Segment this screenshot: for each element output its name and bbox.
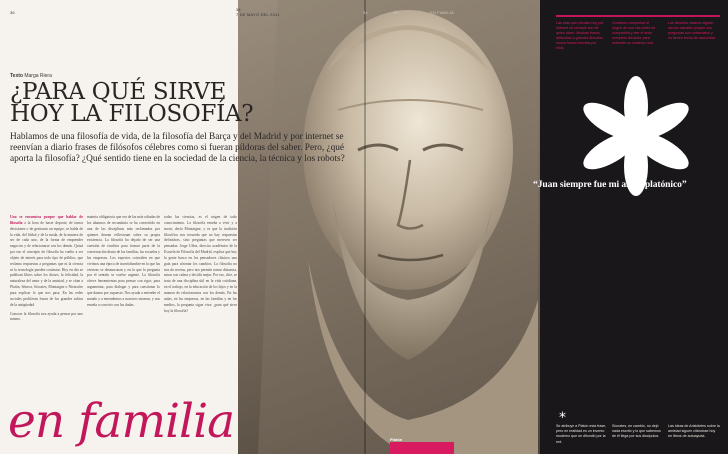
body-text-1-tail: Conocer la filosofía nos ayuda a pensar por uno mismo.	[10, 311, 83, 322]
small-asterisk-icon: *	[559, 410, 566, 426]
credit-label: Texto	[10, 73, 23, 79]
body-text-1: a la hora de hacer deporte, de tomar decisiones o de gestionar un equipo, se habla de la vida, del fútbol y de la moda, de la manera de ser de cada uno, de la forma de emprender negocios y de relacionarse con los demás. Quizá por eso el concepto de filosofía ha vuelto a ser objeto de interés para todo tipo de público, que reclama respuestas a preguntas que ni la ciencia ni la tecnología pueden contestar. Hoy en día se publican libros sobre los dioses, la felicidad, la naturaleza del amor y de la amistad, y se citan a Platón, Séneca, Sócrates, Montaigne o Nietzsche para explicar lo que nos pasa. En las redes sociales proliferan frases de los grandes sabios de la antigüedad.	[10, 220, 83, 307]
bottom-note-3: Las ideas de Aristóteles sobre la amistad siguen citándose hoy en libros de autoayuda.	[668, 424, 720, 439]
pull-quote: “Juan siempre fue mi amor platónico”	[533, 179, 687, 190]
body-column-3: todas las ciencias, es el origen de todo conocimiento. La filosofía enseña a vivir y a morir, decía Montaigne, y es que la tradición filosófica nos recuerda que no hay respuestas definitivas, sino preguntas que merecen ser pensadas. Jorge Ulloa, director académico de la Escuela de Filosofía del Madrid, explica que hoy la gente busca en los pensadores clásicos una guía para afrontar los cambios. La filosofía no nos da recetas, pero nos permite tomar distancia, mirar con calma y decidir mejor. Por eso, dice, se trata de una disciplina útil en la vida cotidiana, en el trabajo, en la educación de los hijos y en la manera de relacionarnos con los demás. En las aulas, en las empresas, en las familias y en los medios, la pregunta sigue viva: ¿para qué sirve hoy la filosofía?	[164, 215, 237, 313]
right-page	[540, 0, 728, 454]
caption-color-bar	[390, 442, 454, 454]
article-deck: Hablamos de una filosofía de vida, de la filosofía del Barça y del Madrid y por internet se reenvían a diario frases de filósofos célebres como si fueran píldoras del saber. Pero, ¿qué aporta la filosofía? ¿Qué sentido tiene en la sociedad de la ciencia, la técnica y los robots?	[10, 132, 345, 165]
body-column-2: materia obligatoria que era de las más odiadas de los alumnos de secundaria se ha convertido en una de las disciplinas más reclamadas por quienes desean reflexionar sobre su propia existencia. La filosofía ha dejado de ser una cuestión de eruditos para formar parte de la conversación diaria de las familias, las escuelas y las empresas. Los expertos coinciden en que vivimos una época de incertidumbre en la que las certezas se desmoronan y en la que la pregunta por el sentido se vuelve urgente. La filosofía ofrece herramientas para pensar con rigor, para argumentar, para dialogar y para cuestionar lo que damos por supuesto. Nos ayuda a entender el mundo y a entendernos a nosotros mismos, y nos enseña a convivir con las dudas.	[87, 215, 160, 307]
bust-illustration	[238, 0, 540, 454]
date-line	[236, 7, 280, 17]
lead-in: Uno se encuentra porque que hablar de filosofía	[10, 215, 83, 225]
bottom-note-1: Se atribuye a Platón esta frase, pero en realidad es un invento moderno que se difundió por la red.	[556, 424, 607, 444]
credit-name: Marga Riera	[24, 73, 52, 79]
header-page-number-34: 34	[363, 10, 368, 15]
headline	[10, 81, 430, 125]
bottom-note-2: Sócrates, en cambio, no dejó nada escrito y lo que sabemos de él llega por sus discípulos.	[612, 424, 661, 439]
page-gutter	[364, 0, 366, 454]
left-page-number: 36	[10, 10, 15, 15]
issue-date: 7 DE MAYO DEL 2011	[236, 12, 280, 17]
sidenote-1: Las citas que circulan hoy por internet no siempre son de quien dicen. Muchas frases atribuidas a grandes filósofos nunca fueron escritas por ellos.	[556, 21, 604, 51]
sidebar-rule	[556, 15, 720, 17]
headline-line-2: HOY LA FILOSOFÍA?	[10, 101, 254, 127]
header-center-page-number: 34	[236, 7, 241, 12]
headline-line-1: ¿PARA QUÉ SIRVE	[10, 79, 227, 105]
section-name: EN FAMILIA	[430, 10, 455, 15]
body-column-1	[10, 215, 83, 401]
section-logo: en familia	[8, 394, 235, 449]
right-page-number: 35	[393, 10, 398, 15]
sidenote-2: Conviene comprobar el origen de una cita antes de compartirla y leer el texto completo del autor para entender su contexto real.	[612, 21, 656, 46]
philosopher-bust-photo	[238, 0, 540, 454]
asterisk-icon	[576, 76, 696, 196]
photo-caption-label: Platón	[390, 437, 403, 442]
sidenote-3: Los filósofos clásicos siguen siendo actuales porque sus preguntas son universales y no tienen fecha de caducidad.	[668, 21, 716, 41]
